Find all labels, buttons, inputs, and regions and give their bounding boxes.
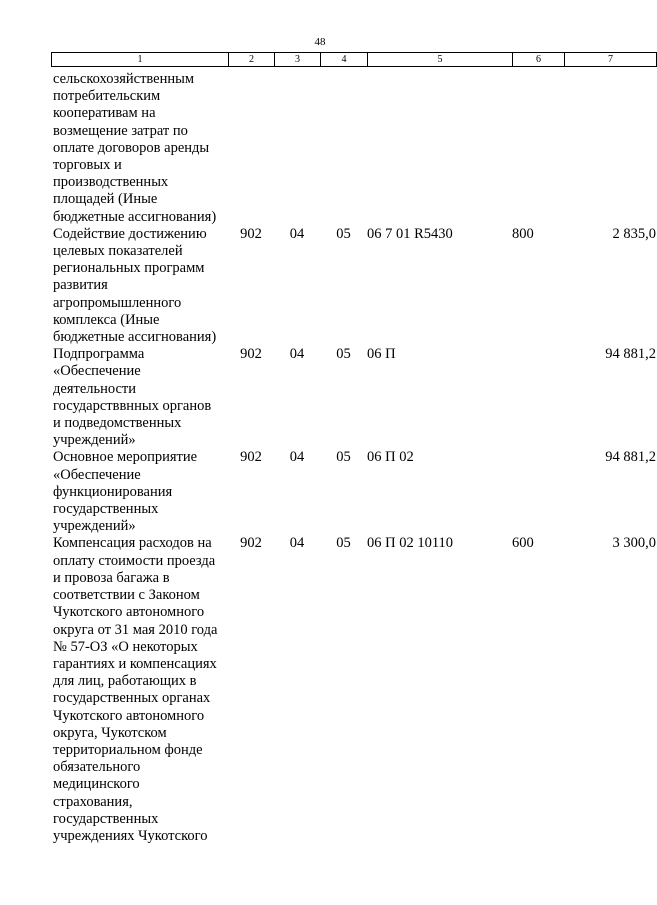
row-expense-type (512, 346, 564, 449)
row-subsection (320, 71, 367, 226)
row-target-article: 06 П 02 (367, 449, 414, 466)
column-header-5: 5 (368, 53, 513, 67)
row-ministry-code: 902 (240, 346, 262, 363)
column-header-row (52, 53, 657, 67)
column-header-3: 3 (275, 53, 321, 67)
row-amount: 2 835,0 (612, 225, 656, 242)
row-expense-type: 800 (512, 225, 534, 242)
row-ministry-code: 902 (240, 449, 262, 466)
table-row (51, 71, 656, 226)
row-target-article: 06 7 01 R5430 (367, 225, 453, 242)
column-header-6: 6 (513, 53, 565, 67)
table-row (51, 449, 656, 535)
row-subsection: 05 (336, 535, 351, 552)
column-header-4: 4 (321, 53, 368, 67)
budget-table (51, 71, 656, 845)
row-expense-type: 600 (512, 535, 534, 552)
row-name: Компенсация расходов на оплату стоимости проезда и провоза багажа в соответствии с Законом Чукотского автономного округа от 31 мая 2010 года № 57-ОЗ «О некоторых гарантиях и компенсациях для лиц, работающих в государственных органах Чукотского автономного округа, Чукотском территориальном фонде обязательного медицинского страхования, государственных учреждениях Чукотского (53, 535, 218, 844)
column-header-1: 1 (52, 53, 229, 67)
row-ministry-code: 902 (240, 225, 262, 242)
row-section: 04 (289, 449, 305, 466)
row-ministry-code: 902 (240, 535, 262, 552)
row-target-article: 06 П 02 10110 (367, 535, 454, 552)
row-section: 04 (289, 346, 305, 363)
page-number: 48 (314, 36, 326, 48)
column-header-table (51, 52, 657, 67)
table-row (51, 226, 656, 346)
row-section: 04 (289, 535, 305, 552)
row-subsection: 05 (336, 225, 351, 242)
row-amount: 94 881,2 (605, 346, 656, 363)
row-section (274, 71, 320, 226)
row-name: сельскохозяйственным потребительским кооперативам на возмещение затрат по оплате договоров аренды торговых и производственных площадей (Иные бюджетные ассигнования) (53, 71, 217, 225)
column-header-2: 2 (229, 53, 275, 67)
row-name: Основное мероприятие «Обеспечение функционирования государственных учреждений» (53, 449, 198, 535)
row-ministry-code (228, 71, 274, 226)
row-expense-type (512, 71, 564, 226)
row-name: Содействие достижению целевых показателей региональных программ развития агропромышленного комплекса (Иные бюджетные ассигнования) (53, 225, 217, 346)
row-amount (564, 71, 656, 226)
row-target-article: 06 П (367, 346, 396, 363)
table-row (51, 346, 656, 449)
column-header-7: 7 (565, 53, 657, 67)
row-name: Подпрограмма «Обеспечение деятельности государстввнных органов и подведомственных учреждений» (53, 346, 212, 449)
row-section: 04 (289, 225, 305, 242)
row-target-article (367, 71, 512, 226)
row-subsection: 05 (336, 346, 351, 363)
row-amount: 3 300,0 (612, 535, 656, 552)
table-row (51, 535, 656, 845)
row-subsection: 05 (336, 449, 351, 466)
row-expense-type (512, 449, 564, 535)
row-amount: 94 881,2 (605, 449, 656, 466)
